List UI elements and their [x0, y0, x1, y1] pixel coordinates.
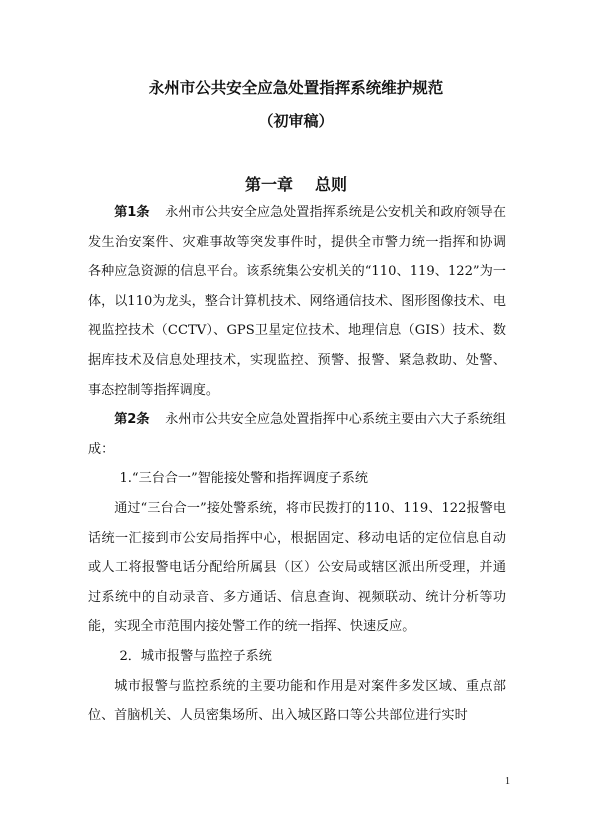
chapter-heading: [0, 172, 592, 195]
document-title: 永州市公共安全应急处置指挥系统维护规范: [148, 79, 444, 97]
page-number: 1: [505, 776, 510, 787]
section-heading: 2．城市报警与监控子系统: [119, 648, 272, 664]
section-heading: 1.“三台合一”智能接处警和指挥调度子系统: [119, 471, 368, 487]
section-paragraph: 通过“三台合一”接处警系统，将市民拨打的110、119、122报警电话统一汇接到市公安局指挥中心，根据固定、移动电话的定位信息自动或人工将报警电话分配给所属县（区）公安局或辖区派出所受理，并通过系统中的自动录音、多方通话、信息查询、视频联动、统计分析等功能，实现全市范围内接处警工作的统一指挥、快速反应。: [88, 500, 506, 635]
document-body: [88, 198, 506, 731]
article-1: [88, 198, 506, 405]
article-label: 第2条: [114, 412, 150, 428]
chapter-number: 第一章: [244, 175, 293, 194]
section-paragraph: 城市报警与监控系统的主要功能和作用是对案件多发区域、重点部位、首脑机关、人员密集场所、出入城区路口等公共部位进行实时: [88, 678, 506, 724]
article-label: 第1条: [114, 205, 150, 220]
article-text: 永州市公共安全应急处置指挥系统是公安机关和政府领导在发生治安案件、灾难事故等突发事件时，提供全市警力统一指挥和协调各种应急资源的信息平台。该系统集公安机关的“110、119、122”为一体，以110为龙头，整合计算机技术、网络通信技术、图形图像技术、电视监控技术（CCTV）、GPS卫星定位技术、地理信息（GIS）技术、数据库技术及信息处理技术，实现监控、预警、报警、紧急救助、处警、事态控制等指挥调度。: [88, 205, 506, 398]
chapter-name: 总则: [315, 175, 348, 194]
article-text: 永州市公共安全应急处置指挥中心系统主要由六大子系统组成：: [88, 412, 506, 457]
article-2: [88, 405, 506, 464]
document-subtitle: （初审稿）: [258, 112, 334, 130]
